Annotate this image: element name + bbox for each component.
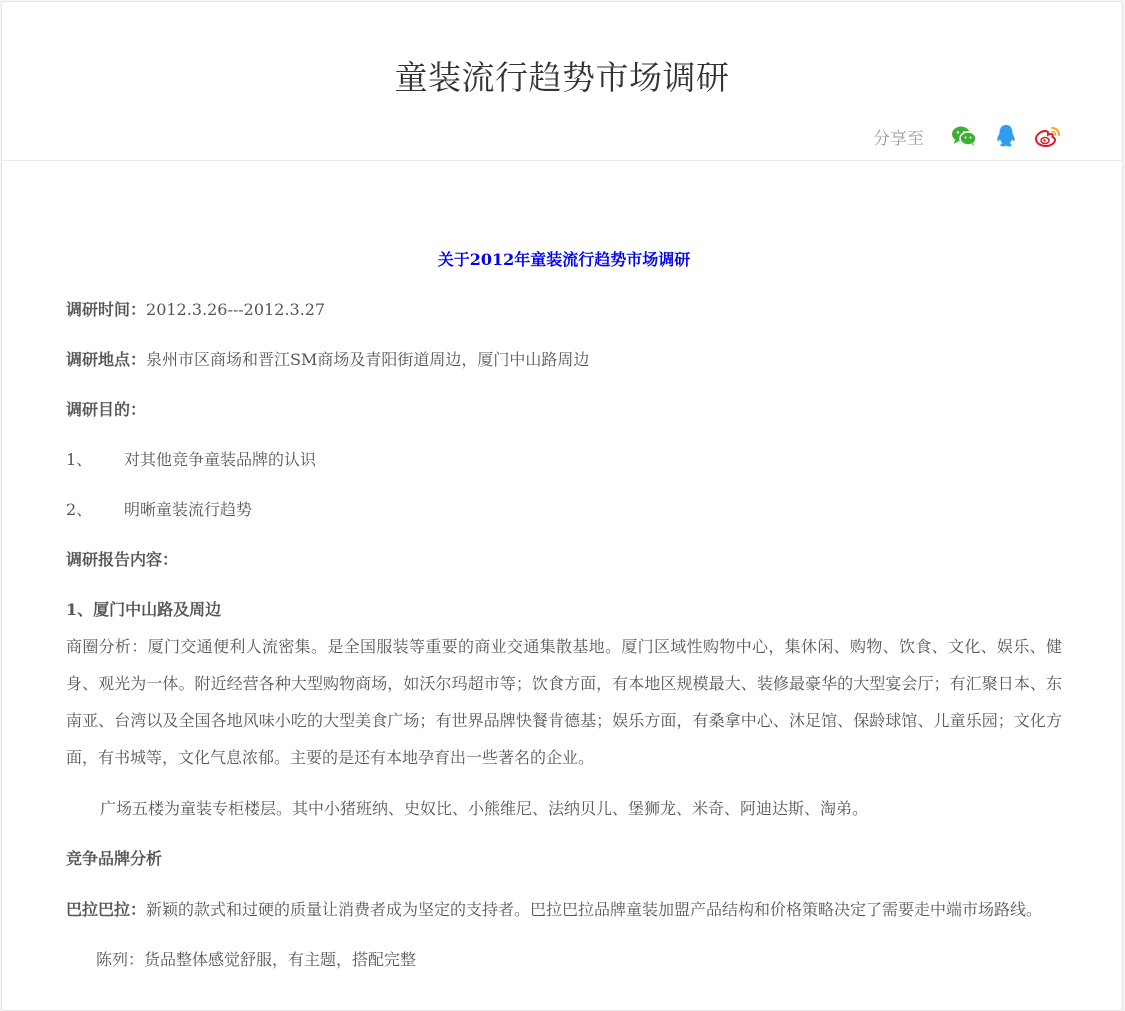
purpose-item (66, 492, 1062, 528)
brand-name: 巴拉巴拉： (66, 900, 147, 919)
report-content-label: 调研报告内容： (66, 550, 179, 569)
business-district-paragraph: 商圈分析：厦门交通便利人流密集。是全国服装等重要的商业交通集散基地。厦门区域性购物中心，集休闲、购物、饮食、文化、娱乐、健身、观光为一体。附近经营各种大型购物商场，如沃尔玛超市等；饮食方面，有本地区规模最大、装修最豪华的大型宴会厅；有汇聚日本、东南亚、台湾以及全国各地风味小吃的大型美食广场；有世界品牌快餐肯德基；娱乐方面，有桑拿中心、沐足馆、保龄球馆、儿童乐园；文化方面，有书城等，文化气息浓郁。主要的是还有本地孕育出一些著名的企业。 (66, 637, 1062, 767)
brand-analysis (66, 891, 1062, 928)
brand-description: 新颖的款式和过硬的质量让消费者成为坚定的支持者。巴拉巴拉品牌童装加盟产品结构和价格策略决定了需要走中端市场路线。 (146, 900, 1043, 919)
purpose-number: 1、 (66, 450, 93, 469)
survey-place-label: 调研地点： (66, 350, 147, 369)
survey-time (66, 292, 1062, 328)
purpose-text: 对其他竞争童装品牌的认识 (124, 450, 317, 469)
qq-icon[interactable] (992, 122, 1020, 150)
wechat-icon[interactable] (950, 122, 978, 150)
weibo-icon[interactable] (1034, 122, 1062, 150)
article-body (66, 242, 1062, 978)
document-title: 关于2012年童装流行趋势市场调研 (437, 250, 691, 269)
competition-heading (66, 841, 1062, 877)
survey-place-value: 泉州市区商场和晋江SM商场及青阳街道周边，厦门中山路周边 (146, 350, 590, 369)
plaza-paragraph: 广场五楼为童装专柜楼层。其中小猪班纳、史奴比、小熊维尼、法纳贝儿、堡狮龙、米奇、阿迪达斯、淘弟。 (100, 799, 869, 818)
survey-purpose-label: 调研目的： (66, 400, 147, 419)
section-heading: 1、厦门中山路及周边 (66, 600, 222, 619)
purpose-item (66, 442, 1062, 478)
purpose-text: 明晰童装流行趋势 (124, 500, 253, 519)
article-header (2, 2, 1122, 161)
display-note: 陈列：货品整体感觉舒服，有主题，搭配完整 (96, 950, 417, 969)
report-content-heading (66, 542, 1062, 578)
survey-place (66, 342, 1062, 378)
share-bar (873, 120, 1062, 152)
survey-time-label: 调研时间： (66, 300, 147, 319)
survey-purpose-heading (66, 392, 1062, 428)
purpose-number: 2、 (66, 500, 93, 519)
share-label: 分享至 (873, 128, 924, 149)
page-title: 童装流行趋势市场调研 (394, 58, 730, 97)
competition-label: 竞争品牌分析 (66, 849, 163, 868)
article-card (1, 1, 1123, 1011)
survey-time-value: 2012.3.26---2012.3.27 (146, 300, 326, 319)
